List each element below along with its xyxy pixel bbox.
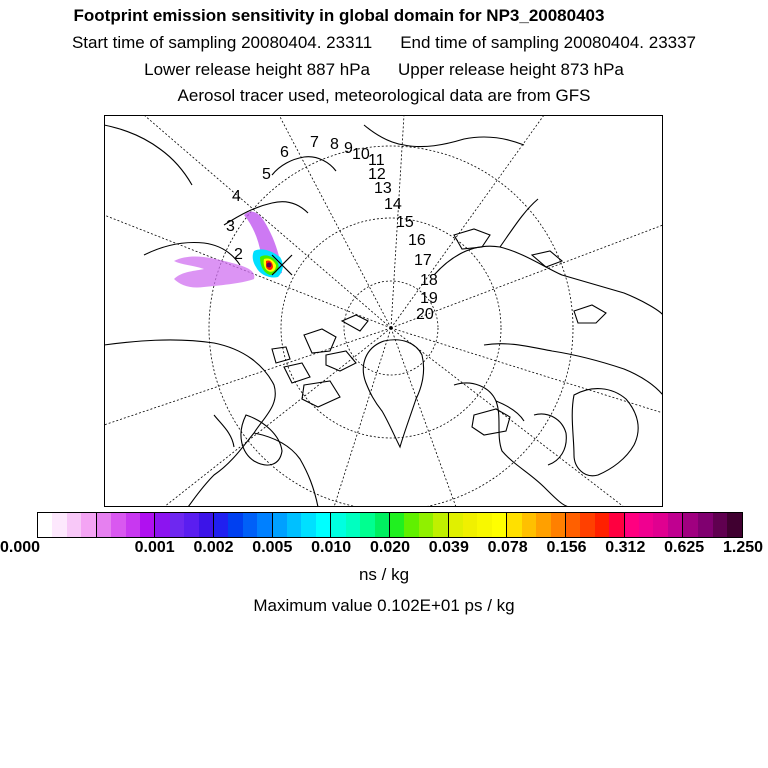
colorbar-swatch bbox=[390, 513, 404, 537]
colorbar-swatch bbox=[126, 513, 140, 537]
colorbar-swatch bbox=[346, 513, 360, 537]
trajectory-day-label: 5 bbox=[262, 166, 271, 183]
colorbar-swatch bbox=[595, 513, 609, 537]
colorbar-swatch bbox=[140, 513, 154, 537]
trajectory-day-label: 14 bbox=[384, 196, 402, 213]
colorbar-swatch bbox=[155, 513, 169, 537]
plot-title: Footprint emission sensitivity in global domain for NP3_20080403 bbox=[73, 6, 605, 25]
colorbar-tick-label: 0.020 bbox=[369, 539, 411, 556]
colorbar-segment bbox=[390, 513, 449, 537]
colorbar-segment bbox=[214, 513, 273, 537]
colorbar-swatch bbox=[463, 513, 477, 537]
maximum-value: Maximum value 0.102E+01 ps / kg bbox=[253, 596, 515, 615]
colorbar-swatch bbox=[301, 513, 315, 537]
colorbar-tick-label: 1.250 bbox=[722, 539, 764, 556]
trajectory-day-label: 12 bbox=[368, 166, 386, 183]
trajectory-day-label: 9 bbox=[344, 140, 353, 157]
sampling-time-row bbox=[0, 33, 768, 53]
trajectory-day-label: 7 bbox=[310, 134, 319, 151]
trajectory-day-label: 19 bbox=[420, 290, 438, 307]
trajectory-day-label: 8 bbox=[330, 136, 339, 153]
colorbar-tick-label: 0.005 bbox=[252, 539, 293, 556]
colorbar-swatch bbox=[507, 513, 521, 537]
colorbar-swatch bbox=[683, 513, 698, 537]
colorbar-swatch bbox=[199, 513, 213, 537]
colorbar-swatch bbox=[111, 513, 125, 537]
tracer-info: Aerosol tracer used, meteorological data are from GFS bbox=[177, 86, 591, 105]
colorbar-segment bbox=[683, 513, 742, 537]
start-time: Start time of sampling 20080404. 23311 bbox=[71, 33, 373, 52]
colorbar-swatch bbox=[580, 513, 594, 537]
trajectory-day-label: 13 bbox=[374, 180, 392, 197]
colorbar-swatch bbox=[639, 513, 653, 537]
colorbar-swatch bbox=[375, 513, 389, 537]
colorbar-swatch bbox=[243, 513, 257, 537]
trajectory-day-label: 16 bbox=[408, 232, 426, 249]
colorbar-tick-label: 0.625 bbox=[664, 539, 705, 556]
colorbar-tick-label: 0.156 bbox=[546, 539, 587, 556]
colorbar-swatch bbox=[228, 513, 242, 537]
colorbar-tick-label: 0.312 bbox=[605, 539, 646, 556]
colorbar-swatch bbox=[81, 513, 95, 537]
colorbar-tick-label: 0.078 bbox=[487, 539, 528, 556]
colorbar-segment bbox=[331, 513, 390, 537]
trajectory-day-label: 11 bbox=[368, 152, 385, 169]
colorbar-tick-label: 0.010 bbox=[311, 539, 352, 556]
colorbar-swatch bbox=[170, 513, 184, 537]
colorbar-swatch bbox=[360, 513, 374, 537]
colorbar bbox=[37, 512, 743, 538]
colorbar-segment bbox=[97, 513, 156, 537]
colorbar-swatch bbox=[404, 513, 418, 537]
colorbar-swatch bbox=[316, 513, 330, 537]
colorbar-segment bbox=[507, 513, 566, 537]
colorbar-segment bbox=[625, 513, 684, 537]
colorbar-swatch bbox=[522, 513, 536, 537]
trajectory-day-label: 17 bbox=[414, 252, 432, 269]
colorbar-swatch bbox=[492, 513, 506, 537]
trajectory-day-label: 10 bbox=[352, 146, 370, 163]
upper-release-height: Upper release height 873 hPa bbox=[398, 60, 624, 79]
trajectory-day-label: 6 bbox=[280, 144, 289, 161]
release-height-row bbox=[0, 60, 768, 80]
colorbar-swatch bbox=[713, 513, 728, 537]
trajectory-day-label: 15 bbox=[396, 214, 414, 231]
colorbar-swatch bbox=[609, 513, 623, 537]
colorbar-swatch bbox=[257, 513, 271, 537]
trajectory-day-label: 4 bbox=[232, 188, 241, 205]
colorbar-tick-label: 0.002 bbox=[193, 539, 234, 556]
trajectory-day-label: 2 bbox=[234, 246, 243, 263]
colorbar-segment bbox=[273, 513, 332, 537]
colorbar-swatch bbox=[536, 513, 550, 537]
colorbar-tick-label: 0.000 bbox=[0, 539, 41, 556]
colorbar-swatch bbox=[38, 513, 52, 537]
colorbar-swatch bbox=[551, 513, 565, 537]
colorbar-segment bbox=[566, 513, 625, 537]
colorbar-segment bbox=[155, 513, 214, 537]
colorbar-swatch bbox=[653, 513, 667, 537]
colorbar-swatch bbox=[67, 513, 81, 537]
colorbar-segment bbox=[449, 513, 508, 537]
colorbar-units: ns / kg bbox=[358, 565, 410, 584]
colorbar-swatch bbox=[698, 513, 713, 537]
colorbar-swatch bbox=[477, 513, 491, 537]
plume-core-max bbox=[267, 263, 272, 268]
end-time: End time of sampling 20080404. 23337 bbox=[400, 33, 697, 52]
colorbar-swatch bbox=[727, 513, 742, 537]
colorbar-swatch bbox=[214, 513, 228, 537]
colorbar-swatch bbox=[449, 513, 463, 537]
colorbar-labels bbox=[0, 539, 768, 559]
colorbar-swatch bbox=[287, 513, 301, 537]
colorbar-segment bbox=[38, 513, 97, 537]
colorbar-swatch bbox=[625, 513, 639, 537]
colorbar-swatch bbox=[668, 513, 682, 537]
colorbar-swatch bbox=[97, 513, 111, 537]
colorbar-tick-label: 0.001 bbox=[134, 539, 175, 556]
polar-map bbox=[104, 115, 663, 507]
colorbar-swatch bbox=[273, 513, 287, 537]
colorbar-swatch bbox=[331, 513, 345, 537]
trajectory-day-label: 3 bbox=[226, 218, 235, 235]
trajectory-day-label: 18 bbox=[420, 272, 438, 289]
colorbar-swatch bbox=[566, 513, 580, 537]
colorbar-swatch bbox=[184, 513, 198, 537]
colorbar-swatch bbox=[52, 513, 66, 537]
colorbar-swatch bbox=[419, 513, 433, 537]
colorbar-tick-label: 0.039 bbox=[428, 539, 469, 556]
trajectory-day-label: 20 bbox=[416, 306, 434, 323]
lower-release-height: Lower release height 887 hPa bbox=[144, 60, 370, 79]
colorbar-swatch bbox=[433, 513, 447, 537]
